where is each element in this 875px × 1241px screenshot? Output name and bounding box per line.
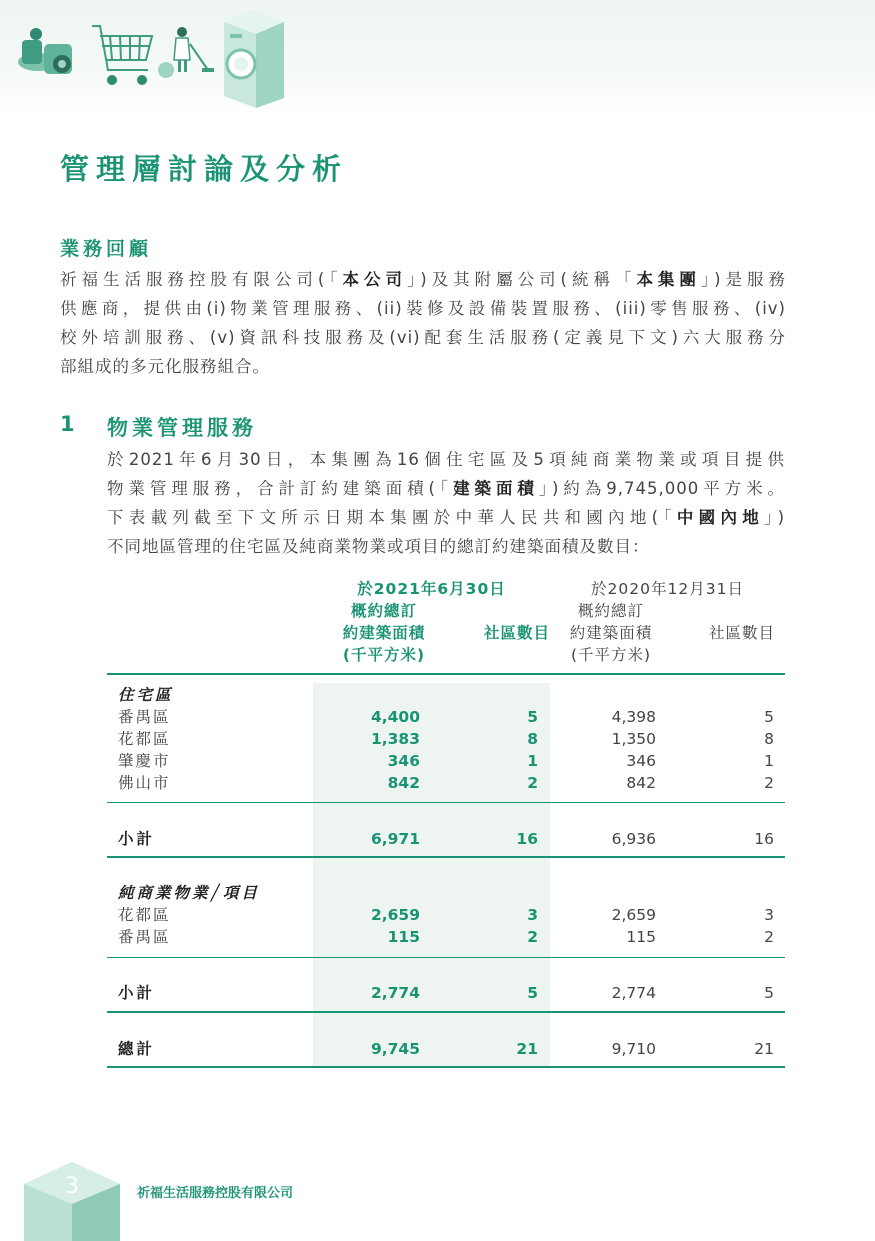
page-number: 3 (65, 1174, 79, 1199)
row-name: 肇慶市 (118, 752, 171, 770)
row-name: 花都區 (118, 730, 171, 748)
header-gfa-current: 概約總訂 約建築面積 (千平方米) (342, 602, 426, 664)
paragraph-line: 供應商，提供由(i)物業管理服務、(ii)裝修及設備裝置服務、(iii)零售服務、(iv) (60, 299, 786, 318)
gfa-2020: 2,659 (611, 906, 656, 924)
table-rule (107, 1066, 785, 1068)
paragraph-line: 物業管理服務，合計訂約建築面積(「建築面積」)約為9,745,000平方米。 (107, 479, 786, 498)
count-2021: 3 (527, 906, 538, 924)
defined-term: 本集團 (636, 270, 701, 289)
header-gfa-prior: 概約總訂 約建築面積 (千平方米) (569, 602, 653, 664)
header-current-date: 於2021年6月30日 (357, 580, 506, 598)
subtotal-count-2020: 16 (754, 830, 774, 848)
total-gfa-2020: 9,710 (611, 1040, 656, 1058)
subtotal-gfa-2021: 6,971 (370, 830, 420, 848)
row-name: 佛山市 (118, 774, 171, 792)
count-2020: 1 (764, 752, 774, 770)
row-name: 番禺區 (118, 928, 171, 946)
defined-term: 建築面積 (453, 479, 539, 498)
gfa-2020: 115 (626, 928, 656, 946)
total-count-2021: 21 (516, 1040, 538, 1058)
gfa-2020: 842 (626, 774, 656, 792)
header-prior-date: 於2020年12月31日 (591, 580, 744, 598)
table-rule (107, 1011, 785, 1013)
gfa-2021: 1,383 (370, 730, 420, 748)
gfa-2020: 346 (626, 752, 656, 770)
count-2021: 8 (527, 730, 538, 748)
total-gfa-2021: 9,745 (370, 1040, 420, 1058)
business-review-heading: 業務回顧 (60, 238, 153, 260)
section-number: 1 (60, 412, 75, 436)
total-label: 總計 (118, 1040, 156, 1058)
page-title: 管理層討論及分析 (60, 152, 349, 186)
subtotal-gfa-2020: 6,936 (611, 830, 656, 848)
row-name: 花都區 (118, 906, 171, 924)
paragraph-line: 祈福生活服務控股有限公司(「本公司」)及其附屬公司(統稱「本集團」)是服務 (60, 270, 787, 289)
header-banner (0, 0, 875, 112)
property-management-heading: 物業管理服務 (107, 416, 257, 440)
subtotal-gfa-2020: 2,774 (611, 984, 656, 1002)
table-rule (107, 673, 785, 675)
count-2020: 3 (764, 906, 774, 924)
count-2020: 5 (764, 708, 774, 726)
gfa-2021: 4,400 (370, 708, 420, 726)
gfa-2021: 115 (387, 928, 420, 946)
paragraph-line: 不同地區管理的住宅區及純商業物業或項目的總訂約建築面積及數目： (107, 537, 650, 556)
count-2021: 2 (527, 928, 538, 946)
header-count-current: 社區數目 (483, 624, 550, 642)
total-count-2020: 21 (754, 1040, 774, 1058)
count-2020: 8 (764, 730, 774, 748)
gfa-2021: 346 (387, 752, 420, 770)
subtotal-count-2021: 5 (527, 984, 538, 1002)
defined-term: 本公司 (342, 270, 407, 289)
residential-label: 住宅區 (118, 686, 174, 704)
paragraph-line: 校外培訓服務、(v)資訊科技服務及(vi)配套生活服務(定義見下文)六大服務分 (60, 328, 786, 347)
count-2020: 2 (764, 928, 774, 946)
subtotal-gfa-2021: 2,774 (370, 984, 420, 1002)
header-count-prior: 社區數目 (708, 624, 775, 642)
subtotal-count-2021: 16 (516, 830, 538, 848)
paragraph-line: 下表載列截至下文所示日期本集團於中華人民共和國內地(「中國內地」) (107, 508, 786, 527)
footer-company-name: 祈福生活服務控股有限公司 (137, 1186, 294, 1201)
count-2021: 2 (527, 774, 538, 792)
count-2021: 1 (527, 752, 538, 770)
table-rule (107, 802, 785, 803)
row-name: 番禺區 (118, 708, 171, 726)
property-management-paragraph (107, 445, 785, 561)
paragraph-line: 部組成的多元化服務組合。 (60, 357, 270, 376)
count-2020: 2 (764, 774, 774, 792)
commercial-label: 純商業物業╱項目 (118, 884, 260, 902)
table-rule (107, 957, 785, 958)
table-rule (107, 856, 785, 858)
gfa-2020: 1,350 (611, 730, 656, 748)
page-number-box (24, 1162, 120, 1241)
gfa-2021: 2,659 (370, 906, 420, 924)
defined-term: 中國內地 (676, 508, 765, 527)
subtotal-label: 小計 (118, 984, 156, 1002)
gfa-2021: 842 (387, 774, 420, 792)
service-illustration-icon (0, 0, 300, 112)
count-2021: 5 (527, 708, 538, 726)
business-review-paragraph (60, 265, 786, 381)
subtotal-label: 小計 (118, 830, 156, 848)
paragraph-line: 於2021年6月30日，本集團為16個住宅區及5項純商業物業或項目提供 (107, 450, 785, 469)
subtotal-count-2020: 5 (764, 984, 774, 1002)
gfa-2020: 4,398 (611, 708, 656, 726)
